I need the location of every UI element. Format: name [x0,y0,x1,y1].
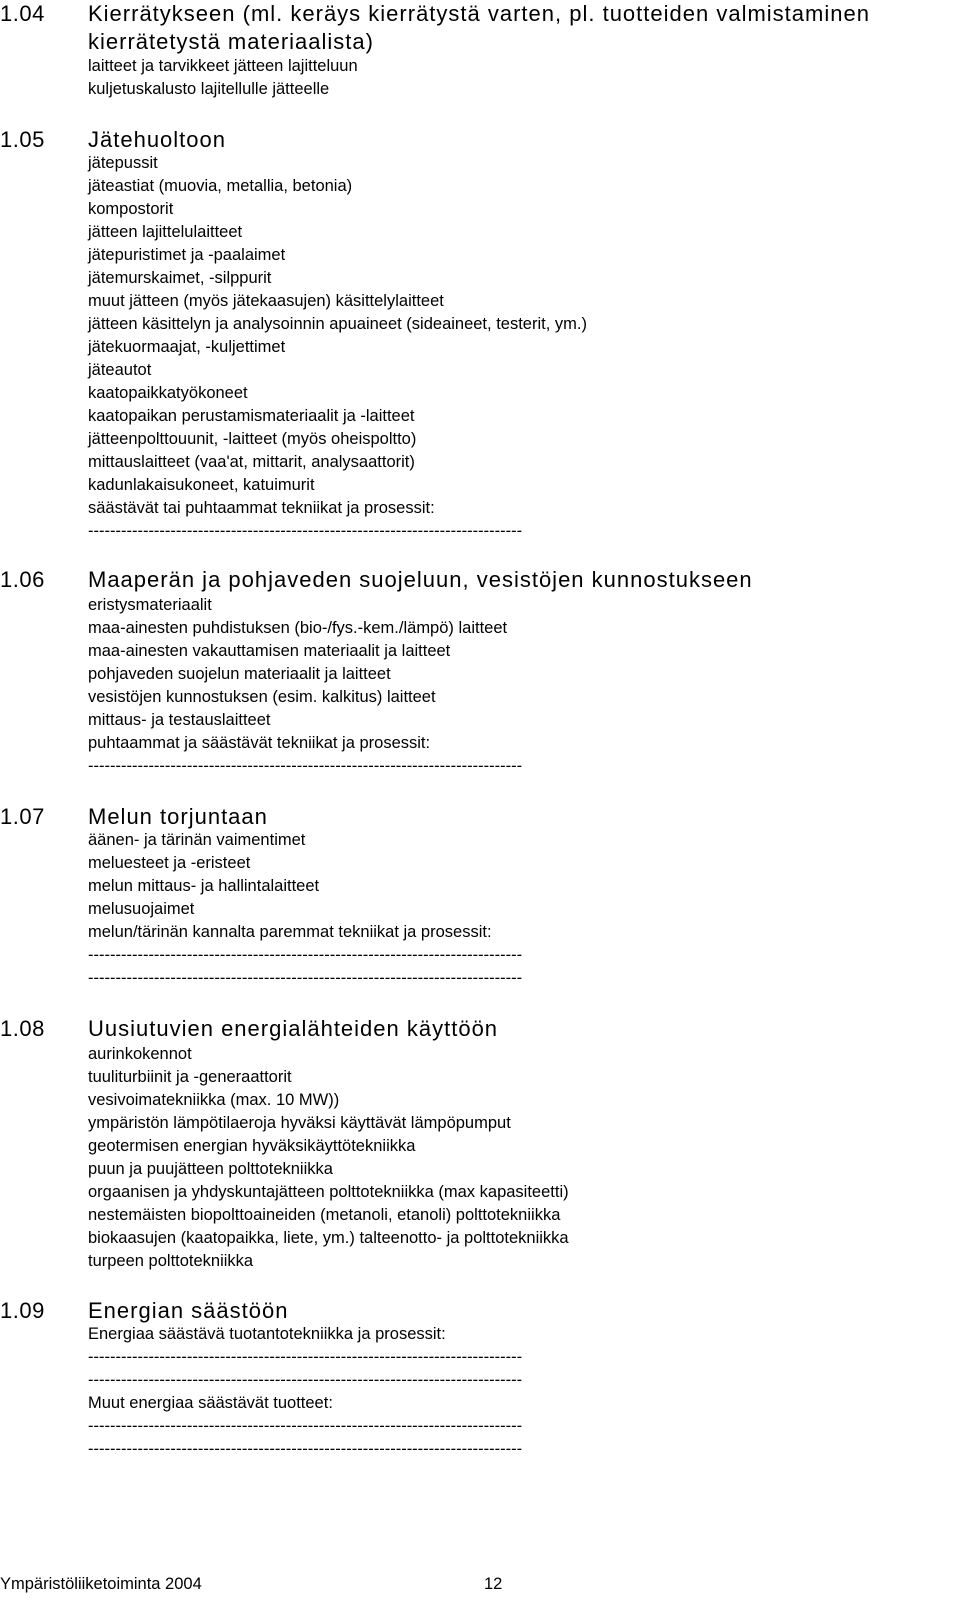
list-item: melun mittaus- ja hallintalaitteet [88,877,320,895]
list-item: melun/tärinän kannalta paremmat tekniikat ja prosessit: [88,923,492,941]
dashed-rule: ------------------------------------------------------------------------------- [88,1417,523,1435]
list-item: äänen- ja tärinän vaimentimet [88,831,306,849]
dashed-rule: ------------------------------------------------------------------------------- [88,1348,523,1366]
dashed-rule: ------------------------------------------------------------------------------- [88,757,523,775]
list-item: pohjaveden suojelun materiaalit ja laitteet [88,665,391,683]
list-item: muut jätteen (myös jätekaasujen) käsittelylaitteet [88,292,444,310]
dashed-rule: ------------------------------------------------------------------------------- [88,969,523,987]
dashed-rule: ------------------------------------------------------------------------------- [88,522,523,540]
list-item: vesistöjen kunnostuksen (esim. kalkitus) laitteet [88,688,436,706]
dashed-rule: ------------------------------------------------------------------------------- [88,1440,523,1458]
list-item: jätteen käsittelyn ja analysoinnin apuaineet (sideaineet, testerit, ym.) [88,315,587,333]
list-item: kadunlakaisukoneet, katuimurit [88,476,315,494]
list-item: eristysmateriaalit [88,596,212,614]
section-heading: Maaperän ja pohjaveden suojeluun, vesistöjen kunnostukseen [88,567,753,592]
list-item: geotermisen energian hyväksikäyttötekniikka [88,1137,416,1155]
section-heading: Melun torjuntaan [88,804,268,829]
list-item: mittauslaitteet (vaa'at, mittarit, analysaattorit) [88,453,415,471]
list-item: nestemäisten biopolttoaineiden (metanoli, etanoli) polttotekniikka [88,1206,561,1224]
list-item: laitteet ja tarvikkeet jätteen lajitteluun [88,57,358,75]
list-item: jätteenpolttouunit, -laitteet (myös oheispoltto) [88,430,417,448]
section-number: 1.09 [0,1298,45,1323]
list-item: ympäristön lämpötilaeroja hyväksi käyttävät lämpöpumput [88,1114,511,1132]
list-item: kuljetuskalusto lajitellulle jätteelle [88,80,330,98]
list-item: biokaasujen (kaatopaikka, liete, ym.) talteenotto- ja polttotekniikka [88,1229,569,1247]
list-item: vesivoimatekniikka (max. 10 MW)) [88,1091,340,1109]
page-number: 12 [484,1575,503,1593]
section-heading: Kierrätykseen (ml. keräys kierrätystä varten, pl. tuotteiden valmistaminen [88,1,870,26]
list-item: kaatopaikan perustamismateriaalit ja -laitteet [88,407,415,425]
list-item: jäteautot [88,361,152,379]
list-item: melusuojaimet [88,900,195,918]
list-item: jätepussit [88,154,158,172]
item-list [88,152,587,543]
list-item: jätekuormaajat, -kuljettimet [88,338,286,356]
list-item: mittaus- ja testauslaitteet [88,711,271,729]
section-number: 1.04 [0,1,45,26]
item-list [88,1043,569,1273]
list-item: säästävät tai puhtaammat tekniikat ja prosessit: [88,499,435,517]
dashed-rule: ------------------------------------------------------------------------------- [88,946,523,964]
section-number: 1.08 [0,1016,45,1041]
section-number: 1.06 [0,567,45,592]
section-number: 1.07 [0,804,45,829]
list-item: jätteen lajittelulaitteet [88,223,243,241]
dashed-rule: ------------------------------------------------------------------------------- [88,1371,523,1389]
list-item: maa-ainesten puhdistuksen (bio-/fys.-kem./lämpö) laitteet [88,619,508,637]
list-item: jäteastiat (muovia, metallia, betonia) [88,177,353,195]
list-item: jätemurskaimet, -silppurit [88,269,272,287]
section-heading: Uusiutuvien energialähteiden käyttöön [88,1016,499,1041]
section-heading: Energian säästöön [88,1298,289,1323]
item-list [88,1323,522,1461]
list-item: Energiaa säästävä tuotantotekniikka ja prosessit: [88,1325,446,1343]
list-item: aurinkokennot [88,1045,192,1063]
list-item: Muut energiaa säästävät tuotteet: [88,1394,333,1412]
list-item: kaatopaikkatyökoneet [88,384,248,402]
section-heading: Jätehuoltoon [88,127,226,152]
list-item: meluesteet ja -eristeet [88,854,251,872]
list-item: tuuliturbiinit ja -generaattorit [88,1068,292,1086]
list-item: orgaanisen ja yhdyskuntajätteen polttotekniikka (max kapasiteetti) [88,1183,569,1201]
list-item: turpeen polttotekniikka [88,1252,254,1270]
footer-title: Ympäristöliiketoiminta 2004 [0,1575,202,1593]
list-item: jätepuristimet ja -paalaimet [88,246,286,264]
list-item: puun ja puujätteen polttotekniikka [88,1160,333,1178]
list-item: maa-ainesten vakauttamisen materiaalit ja laitteet [88,642,451,660]
item-list [88,55,358,101]
section-heading-continued: kierrätetystä materiaalista) [88,29,374,54]
item-list [88,829,522,990]
section-number: 1.05 [0,127,45,152]
item-list [88,594,522,778]
list-item: puhtaammat ja säästävät tekniikat ja prosessit: [88,734,431,752]
list-item: kompostorit [88,200,174,218]
